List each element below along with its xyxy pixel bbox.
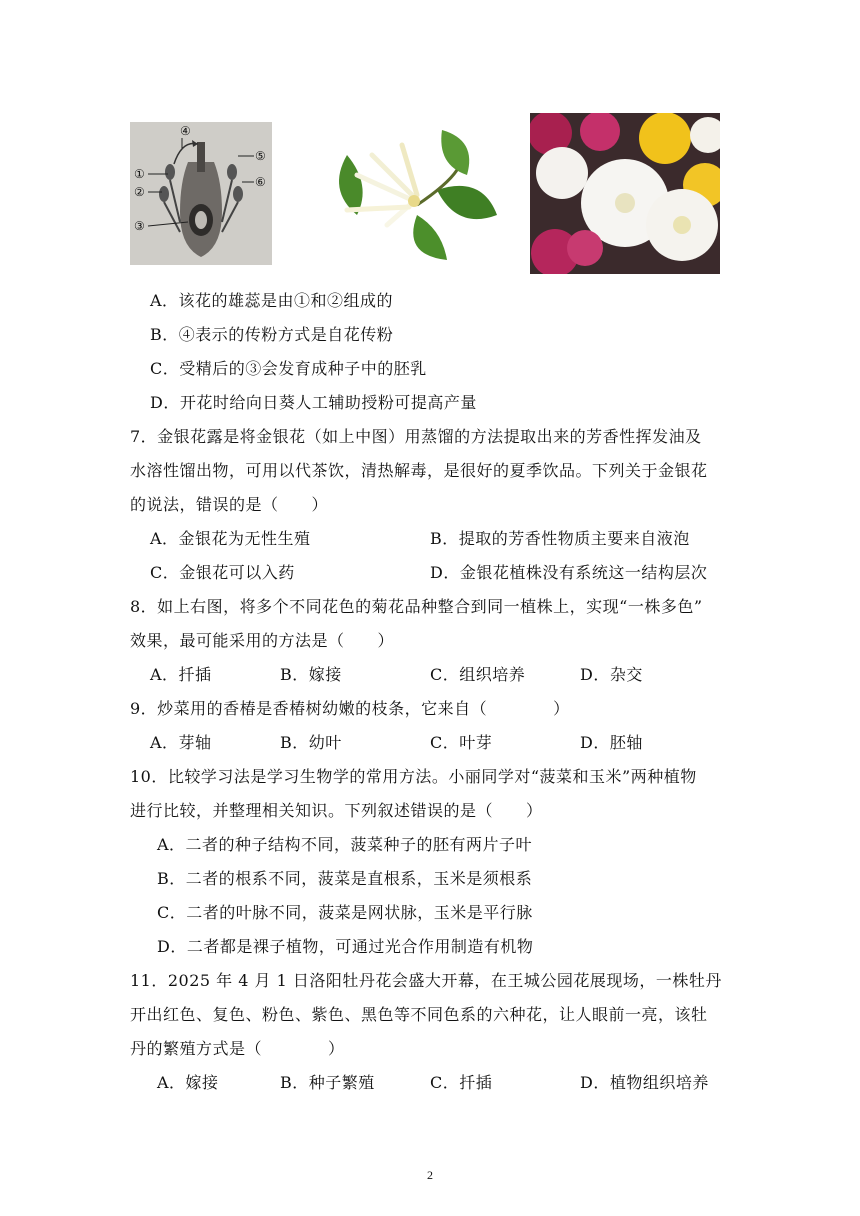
q11-stem-line3: 丹的繁殖方式是（ ）: [130, 1039, 345, 1058]
q6-option-c: C．受精后的③会发育成种子中的胚乳: [150, 359, 427, 378]
q8-stem-line2: 效果，最可能采用的方法是（ ）: [130, 631, 395, 650]
label-3: ③: [134, 219, 145, 233]
chrysanthemum-illustration: [530, 113, 720, 274]
q10-stem-line1: 10．比较学习法是学习生物学的常用方法。小丽同学对“菠菜和玉米”两种植物: [130, 767, 697, 786]
q9-option-a: A．芽轴: [150, 733, 212, 752]
flower-structure-diagram: [130, 122, 272, 265]
q7-option-c: C．金银花可以入药: [150, 563, 295, 582]
q11-option-c: C．扦插: [430, 1073, 493, 1092]
q9-option-c: C．叶芽: [430, 733, 493, 752]
q9-stem-line1: 9．炒菜用的香椿是香椿树幼嫩的枝条，它来自（ ）: [130, 699, 570, 718]
q8-option-d: D．杂交: [580, 665, 643, 684]
label-6: ⑥: [255, 175, 266, 189]
q7-option-b: B．提取的芳香性物质主要来自液泡: [430, 529, 690, 548]
q10-option-b: B．二者的根系不同，菠菜是直根系，玉米是须根系: [157, 869, 533, 888]
q8-option-b: B．嫁接: [280, 665, 342, 684]
q6-option-b: B．④表示的传粉方式是自花传粉: [150, 325, 394, 344]
label-1: ①: [134, 167, 145, 181]
q6-option-a: A．该花的雄蕊是由①和②组成的: [150, 291, 394, 310]
q11-option-d: D．植物组织培养: [580, 1073, 709, 1092]
q6-option-d: D．开花时给向日葵人工辅助授粉可提高产量: [150, 393, 477, 412]
q9-option-d: D．胚轴: [580, 733, 643, 752]
label-5: ⑤: [255, 149, 266, 163]
q8-option-c: C．组织培养: [430, 665, 526, 684]
q8-stem-line1: 8．如上右图，将多个不同花色的菊花品种整合到同一植株上，实现“一株多色”: [130, 597, 703, 616]
q10-option-a: A．二者的种子结构不同，菠菜种子的胚有两片子叶: [157, 835, 533, 854]
chrysanthemum-photo: [530, 113, 720, 274]
q10-option-d: D．二者都是裸子植物，可通过光合作用制造有机物: [157, 937, 534, 956]
label-2: ②: [134, 185, 145, 199]
q7-option-a: A．金银花为无性生殖: [150, 529, 311, 548]
page-number: 2: [427, 1168, 433, 1182]
q10-stem-line2: 进行比较，并整理相关知识。下列叙述错误的是（ ）: [130, 801, 543, 820]
q7-stem-line2: 水溶性馏出物，可用以代茶饮，清热解毒，是很好的夏季饮品。下列关于金银花: [130, 461, 708, 480]
q10-option-c: C．二者的叶脉不同，菠菜是网状脉，玉米是平行脉: [157, 903, 533, 922]
q11-option-b: B．种子繁殖: [280, 1073, 375, 1092]
label-4: ④: [180, 124, 191, 138]
honeysuckle-photo: [317, 115, 505, 271]
q9-option-b: B．幼叶: [280, 733, 342, 752]
q7-option-d: D．金银花植株没有系统这一结构层次: [430, 563, 708, 582]
honeysuckle-illustration: [317, 115, 505, 271]
q7-stem-line3: 的说法，错误的是（ ）: [130, 495, 329, 514]
q11-stem-line1: 11．2025 年 4 月 1 日洛阳牡丹花会盛大开幕，在王城公园花展现场，一株牡丹: [130, 971, 722, 990]
q11-stem-line2: 开出红色、复色、粉色、紫色、黑色等不同色系的六种花，让人眼前一亮，该牡: [130, 1005, 708, 1024]
q11-option-a: A．嫁接: [157, 1073, 219, 1092]
flower-diagram-svg: [130, 122, 272, 265]
q8-option-a: A．扦插: [150, 665, 212, 684]
q7-stem-line1: 7．金银花露是将金银花（如上中图）用蒸馏的方法提取出来的芳香性挥发油及: [130, 427, 702, 446]
